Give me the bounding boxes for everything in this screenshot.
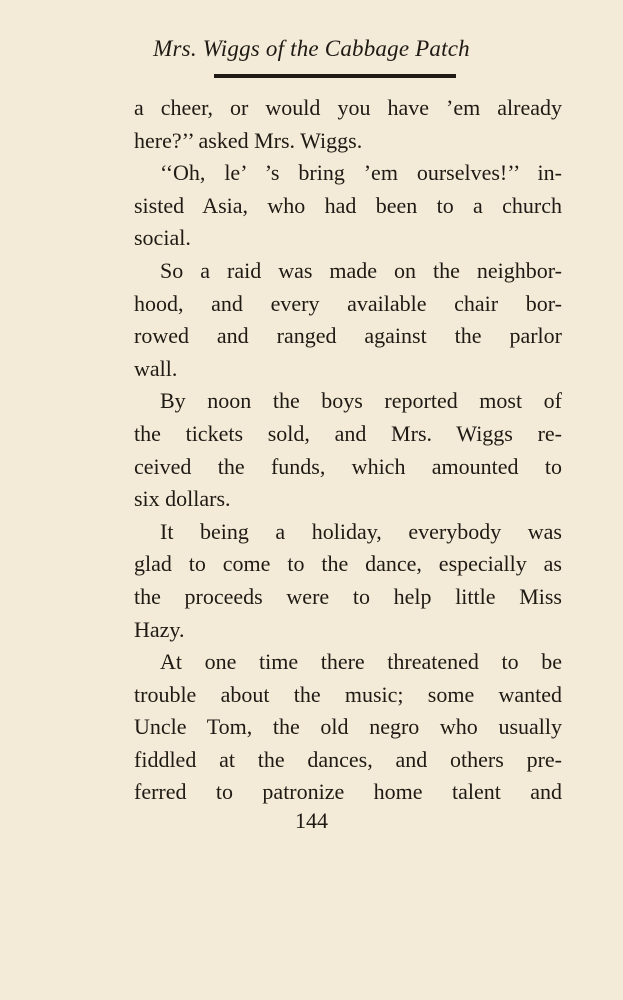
- text-line: rowed and ranged against the parlor: [134, 323, 562, 349]
- page-number: 144: [295, 808, 328, 833]
- text-line: ‘‘Oh, le’ ’s bring ’em ourselves!’’ in-: [160, 160, 562, 186]
- text-line: hood, and every available chair bor-: [134, 290, 562, 316]
- text-line: At one time there threatened to be: [160, 649, 562, 675]
- text-line: wall.: [134, 355, 178, 381]
- text-line: Hazy.: [134, 616, 185, 642]
- text-line: ferred to patronize home talent and: [134, 779, 562, 805]
- body-text: [134, 92, 562, 809]
- text-line: By noon the boys reported most of: [160, 388, 562, 414]
- text-line: here?’’ asked Mrs. Wiggs.: [134, 127, 363, 153]
- running-head: Mrs. Wiggs of the Cabbage Patch: [153, 36, 470, 61]
- text-line: the tickets sold, and Mrs. Wiggs re-: [134, 420, 562, 446]
- text-line: social.: [134, 225, 191, 251]
- text-line: ceived the funds, which amounted to: [134, 453, 562, 479]
- text-line: fiddled at the dances, and others pre-: [134, 746, 562, 772]
- text-line: a cheer, or would you have ’em already: [134, 95, 562, 120]
- text-line: six dollars.: [134, 486, 231, 512]
- text-line: So a raid was made on the neighbor-: [160, 257, 562, 283]
- text-line: It being a holiday, everybody was: [160, 518, 562, 544]
- text-line: sisted Asia, who had been to a church: [134, 192, 562, 218]
- text-line: the proceeds were to help little Miss: [134, 583, 562, 609]
- text-line: Uncle Tom, the old negro who usually: [134, 714, 562, 740]
- header-rule: [214, 74, 456, 78]
- text-line: trouble about the music; some wanted: [134, 681, 562, 707]
- text-line: glad to come to the dance, especially as: [134, 551, 562, 577]
